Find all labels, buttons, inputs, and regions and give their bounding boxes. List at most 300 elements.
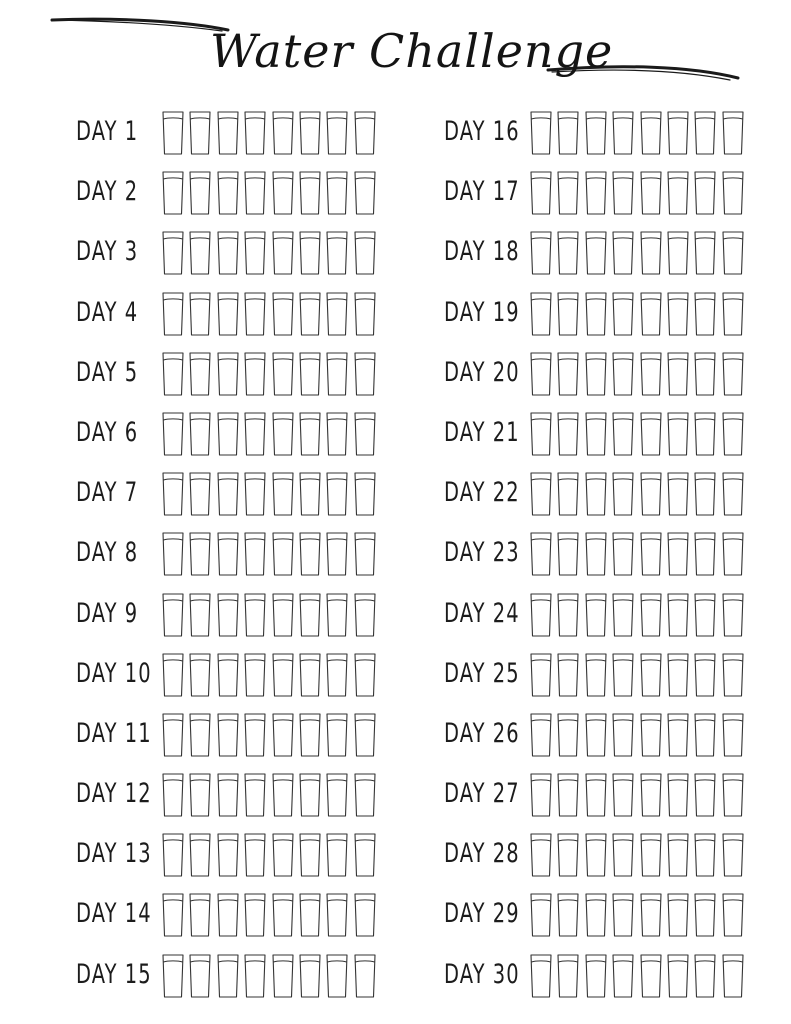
cup-tracker xyxy=(530,893,744,937)
glass-icon[interactable] xyxy=(585,111,607,155)
glass-icon[interactable] xyxy=(299,472,321,516)
glass-icon[interactable] xyxy=(299,292,321,336)
glass-icon[interactable] xyxy=(640,472,662,516)
cup-tracker xyxy=(162,893,376,937)
glass-icon[interactable] xyxy=(217,713,239,757)
glass-icon[interactable] xyxy=(557,773,579,817)
glass-icon[interactable] xyxy=(585,231,607,275)
glass-icon[interactable] xyxy=(299,893,321,937)
glass-icon[interactable] xyxy=(694,593,716,637)
glass-icon[interactable] xyxy=(217,833,239,877)
glass-icon[interactable] xyxy=(326,833,348,877)
day-label: DAY 12 xyxy=(76,778,152,810)
glass-icon[interactable] xyxy=(612,171,634,215)
glass-icon[interactable] xyxy=(694,472,716,516)
glass-icon[interactable] xyxy=(326,653,348,697)
day-label: DAY 22 xyxy=(444,477,520,509)
glass-icon[interactable] xyxy=(585,532,607,576)
glass-icon[interactable] xyxy=(667,713,689,757)
glass-icon[interactable] xyxy=(722,653,744,697)
glass-icon[interactable] xyxy=(162,292,184,336)
glass-icon[interactable] xyxy=(557,653,579,697)
glass-icon[interactable] xyxy=(530,292,552,336)
glass-icon[interactable] xyxy=(557,292,579,336)
glass-icon[interactable] xyxy=(612,954,634,998)
glass-icon[interactable] xyxy=(244,171,266,215)
glass-icon[interactable] xyxy=(722,773,744,817)
cup-tracker xyxy=(530,171,744,215)
glass-icon[interactable] xyxy=(217,171,239,215)
glass-icon[interactable] xyxy=(557,171,579,215)
glass-icon[interactable] xyxy=(272,472,294,516)
glass-icon[interactable] xyxy=(217,292,239,336)
glass-icon[interactable] xyxy=(244,833,266,877)
glass-icon[interactable] xyxy=(299,352,321,396)
day-column-right xyxy=(444,108,764,1011)
cup-tracker xyxy=(530,111,744,155)
glass-icon[interactable] xyxy=(299,833,321,877)
glass-icon[interactable] xyxy=(244,472,266,516)
glass-icon[interactable] xyxy=(530,111,552,155)
glass-icon[interactable] xyxy=(162,893,184,937)
cup-tracker xyxy=(530,292,744,336)
glass-icon[interactable] xyxy=(640,954,662,998)
glass-icon[interactable] xyxy=(272,893,294,937)
glass-icon[interactable] xyxy=(299,653,321,697)
glass-icon[interactable] xyxy=(612,833,634,877)
day-label: DAY 7 xyxy=(76,477,139,509)
day-row xyxy=(444,650,764,710)
glass-icon[interactable] xyxy=(640,171,662,215)
glass-icon[interactable] xyxy=(354,171,376,215)
cup-tracker xyxy=(530,653,744,697)
glass-icon[interactable] xyxy=(354,412,376,456)
glass-icon[interactable] xyxy=(530,412,552,456)
glass-icon[interactable] xyxy=(162,653,184,697)
glass-icon[interactable] xyxy=(189,593,211,637)
glass-icon[interactable] xyxy=(354,773,376,817)
glass-icon[interactable] xyxy=(667,593,689,637)
glass-icon[interactable] xyxy=(244,111,266,155)
glass-icon[interactable] xyxy=(162,352,184,396)
glass-icon[interactable] xyxy=(694,352,716,396)
glass-icon[interactable] xyxy=(722,893,744,937)
cup-tracker xyxy=(530,954,744,998)
glass-icon[interactable] xyxy=(244,593,266,637)
glass-icon[interactable] xyxy=(667,653,689,697)
glass-icon[interactable] xyxy=(612,893,634,937)
glass-icon[interactable] xyxy=(326,593,348,637)
glass-icon[interactable] xyxy=(244,954,266,998)
glass-icon[interactable] xyxy=(585,352,607,396)
glass-icon[interactable] xyxy=(722,532,744,576)
glass-icon[interactable] xyxy=(585,833,607,877)
glass-icon[interactable] xyxy=(694,231,716,275)
day-row xyxy=(76,951,396,1011)
cup-tracker xyxy=(162,593,376,637)
glass-icon[interactable] xyxy=(694,713,716,757)
glass-icon[interactable] xyxy=(162,472,184,516)
day-label: DAY 16 xyxy=(444,116,520,147)
glass-icon[interactable] xyxy=(530,532,552,576)
glass-icon[interactable] xyxy=(722,593,744,637)
glass-icon[interactable] xyxy=(640,773,662,817)
glass-icon[interactable] xyxy=(530,893,552,937)
cup-tracker xyxy=(162,713,376,757)
glass-icon[interactable] xyxy=(585,773,607,817)
glass-icon[interactable] xyxy=(162,171,184,215)
glass-icon[interactable] xyxy=(217,893,239,937)
day-label: DAY 2 xyxy=(76,176,139,208)
day-label: DAY 25 xyxy=(444,657,520,689)
glass-icon[interactable] xyxy=(272,352,294,396)
glass-icon[interactable] xyxy=(272,292,294,336)
glass-icon[interactable] xyxy=(667,231,689,275)
day-label: DAY 28 xyxy=(444,838,520,870)
glass-icon[interactable] xyxy=(530,472,552,516)
cup-tracker xyxy=(162,412,376,456)
day-row xyxy=(444,228,764,288)
glass-icon[interactable] xyxy=(585,713,607,757)
day-row xyxy=(76,770,396,830)
glass-icon[interactable] xyxy=(162,231,184,275)
glass-icon[interactable] xyxy=(272,833,294,877)
glass-icon[interactable] xyxy=(217,472,239,516)
glass-icon[interactable] xyxy=(189,231,211,275)
glass-icon[interactable] xyxy=(694,773,716,817)
glass-icon[interactable] xyxy=(694,111,716,155)
glass-icon[interactable] xyxy=(326,111,348,155)
glass-icon[interactable] xyxy=(189,893,211,937)
day-label: DAY 19 xyxy=(444,296,520,328)
day-label: DAY 27 xyxy=(444,778,520,810)
glass-icon[interactable] xyxy=(189,352,211,396)
cup-tracker xyxy=(162,292,376,336)
glass-icon[interactable] xyxy=(722,472,744,516)
glass-icon[interactable] xyxy=(299,231,321,275)
day-label: DAY 1 xyxy=(76,116,139,147)
glass-icon[interactable] xyxy=(640,833,662,877)
glass-icon[interactable] xyxy=(299,171,321,215)
glass-icon[interactable] xyxy=(244,532,266,576)
glass-icon[interactable] xyxy=(722,352,744,396)
glass-icon[interactable] xyxy=(612,713,634,757)
glass-icon[interactable] xyxy=(585,171,607,215)
glass-icon[interactable] xyxy=(244,893,266,937)
glass-icon[interactable] xyxy=(189,292,211,336)
glass-icon[interactable] xyxy=(244,352,266,396)
glass-icon[interactable] xyxy=(694,954,716,998)
glass-icon[interactable] xyxy=(585,292,607,336)
glass-icon[interactable] xyxy=(640,111,662,155)
glass-icon[interactable] xyxy=(326,472,348,516)
cup-tracker xyxy=(530,472,744,516)
cup-tracker xyxy=(162,653,376,697)
glass-icon[interactable] xyxy=(299,532,321,576)
glass-icon[interactable] xyxy=(557,954,579,998)
glass-icon[interactable] xyxy=(217,231,239,275)
glass-icon[interactable] xyxy=(217,352,239,396)
glass-icon[interactable] xyxy=(585,472,607,516)
glass-icon[interactable] xyxy=(530,653,552,697)
day-label: DAY 24 xyxy=(444,597,520,629)
glass-icon[interactable] xyxy=(272,532,294,576)
glass-icon[interactable] xyxy=(189,653,211,697)
glass-icon[interactable] xyxy=(299,593,321,637)
glass-icon[interactable] xyxy=(272,593,294,637)
glass-icon[interactable] xyxy=(244,653,266,697)
glass-icon[interactable] xyxy=(557,893,579,937)
glass-icon[interactable] xyxy=(299,412,321,456)
glass-icon[interactable] xyxy=(612,653,634,697)
glass-icon[interactable] xyxy=(217,593,239,637)
cup-tracker xyxy=(162,532,376,576)
glass-icon[interactable] xyxy=(189,472,211,516)
glass-icon[interactable] xyxy=(189,111,211,155)
cup-tracker xyxy=(162,111,376,155)
glass-icon[interactable] xyxy=(272,412,294,456)
day-row xyxy=(76,890,396,950)
day-row xyxy=(444,108,764,168)
day-row xyxy=(444,529,764,589)
glass-icon[interactable] xyxy=(354,352,376,396)
glass-icon[interactable] xyxy=(722,713,744,757)
glass-icon[interactable] xyxy=(354,954,376,998)
glass-icon[interactable] xyxy=(217,653,239,697)
glass-icon[interactable] xyxy=(326,893,348,937)
glass-icon[interactable] xyxy=(244,713,266,757)
glass-icon[interactable] xyxy=(694,893,716,937)
glass-icon[interactable] xyxy=(722,292,744,336)
day-label: DAY 14 xyxy=(76,898,152,930)
glass-icon[interactable] xyxy=(667,472,689,516)
glass-icon[interactable] xyxy=(585,412,607,456)
glass-icon[interactable] xyxy=(612,231,634,275)
glass-icon[interactable] xyxy=(326,713,348,757)
glass-icon[interactable] xyxy=(612,412,634,456)
glass-icon[interactable] xyxy=(354,472,376,516)
glass-icon[interactable] xyxy=(694,653,716,697)
glass-icon[interactable] xyxy=(557,111,579,155)
glass-icon[interactable] xyxy=(667,111,689,155)
glass-icon[interactable] xyxy=(557,352,579,396)
glass-icon[interactable] xyxy=(557,833,579,877)
glass-icon[interactable] xyxy=(162,412,184,456)
glass-icon[interactable] xyxy=(272,111,294,155)
cup-tracker xyxy=(530,833,744,877)
glass-icon[interactable] xyxy=(667,773,689,817)
glass-icon[interactable] xyxy=(189,412,211,456)
glass-icon[interactable] xyxy=(694,532,716,576)
glass-icon[interactable] xyxy=(640,532,662,576)
glass-icon[interactable] xyxy=(612,593,634,637)
glass-icon[interactable] xyxy=(244,412,266,456)
glass-icon[interactable] xyxy=(272,653,294,697)
glass-icon[interactable] xyxy=(640,412,662,456)
glass-icon[interactable] xyxy=(354,532,376,576)
cup-tracker xyxy=(162,833,376,877)
glass-icon[interactable] xyxy=(189,171,211,215)
day-row xyxy=(76,469,396,529)
glass-icon[interactable] xyxy=(162,833,184,877)
glass-icon[interactable] xyxy=(162,773,184,817)
glass-icon[interactable] xyxy=(530,713,552,757)
glass-icon[interactable] xyxy=(612,532,634,576)
glass-icon[interactable] xyxy=(189,713,211,757)
glass-icon[interactable] xyxy=(326,412,348,456)
glass-icon[interactable] xyxy=(272,713,294,757)
cup-tracker xyxy=(530,713,744,757)
glass-icon[interactable] xyxy=(162,954,184,998)
glass-icon[interactable] xyxy=(217,412,239,456)
day-row xyxy=(76,108,396,168)
glass-icon[interactable] xyxy=(667,412,689,456)
glass-icon[interactable] xyxy=(530,773,552,817)
day-label: DAY 9 xyxy=(76,597,139,629)
glass-icon[interactable] xyxy=(189,954,211,998)
glass-icon[interactable] xyxy=(354,292,376,336)
glass-icon[interactable] xyxy=(557,412,579,456)
glass-icon[interactable] xyxy=(667,532,689,576)
day-label: DAY 17 xyxy=(444,176,520,208)
glass-icon[interactable] xyxy=(667,171,689,215)
glass-icon[interactable] xyxy=(530,352,552,396)
glass-icon[interactable] xyxy=(694,171,716,215)
glass-icon[interactable] xyxy=(354,593,376,637)
glass-icon[interactable] xyxy=(722,231,744,275)
glass-icon[interactable] xyxy=(272,231,294,275)
glass-icon[interactable] xyxy=(667,954,689,998)
glass-icon[interactable] xyxy=(217,954,239,998)
day-row xyxy=(76,168,396,228)
glass-icon[interactable] xyxy=(694,833,716,877)
glass-icon[interactable] xyxy=(640,292,662,336)
glass-icon[interactable] xyxy=(667,352,689,396)
glass-icon[interactable] xyxy=(612,472,634,516)
glass-icon[interactable] xyxy=(667,893,689,937)
glass-icon[interactable] xyxy=(354,111,376,155)
glass-icon[interactable] xyxy=(244,231,266,275)
glass-icon[interactable] xyxy=(299,954,321,998)
glass-icon[interactable] xyxy=(722,171,744,215)
glass-icon[interactable] xyxy=(694,292,716,336)
day-row xyxy=(444,289,764,349)
glass-icon[interactable] xyxy=(299,773,321,817)
glass-icon[interactable] xyxy=(326,773,348,817)
glass-icon[interactable] xyxy=(612,773,634,817)
glass-icon[interactable] xyxy=(189,532,211,576)
glass-icon[interactable] xyxy=(326,532,348,576)
glass-icon[interactable] xyxy=(244,292,266,336)
glass-icon[interactable] xyxy=(354,231,376,275)
glass-icon[interactable] xyxy=(354,653,376,697)
glass-icon[interactable] xyxy=(530,833,552,877)
glass-icon[interactable] xyxy=(354,893,376,937)
glass-icon[interactable] xyxy=(217,532,239,576)
glass-icon[interactable] xyxy=(694,412,716,456)
glass-icon[interactable] xyxy=(326,171,348,215)
header xyxy=(0,0,791,112)
cup-tracker xyxy=(530,231,744,275)
glass-icon[interactable] xyxy=(557,532,579,576)
glass-icon[interactable] xyxy=(722,412,744,456)
glass-icon[interactable] xyxy=(299,713,321,757)
glass-icon[interactable] xyxy=(162,532,184,576)
glass-icon[interactable] xyxy=(272,954,294,998)
glass-icon[interactable] xyxy=(640,231,662,275)
glass-icon[interactable] xyxy=(585,593,607,637)
glass-icon[interactable] xyxy=(189,773,211,817)
glass-icon[interactable] xyxy=(272,773,294,817)
glass-icon[interactable] xyxy=(557,593,579,637)
glass-icon[interactable] xyxy=(162,593,184,637)
glass-icon[interactable] xyxy=(722,111,744,155)
glass-icon[interactable] xyxy=(640,593,662,637)
glass-icon[interactable] xyxy=(585,653,607,697)
glass-icon[interactable] xyxy=(217,773,239,817)
glass-icon[interactable] xyxy=(530,593,552,637)
day-label: DAY 26 xyxy=(444,717,520,749)
glass-icon[interactable] xyxy=(612,111,634,155)
glass-icon[interactable] xyxy=(585,893,607,937)
glass-icon[interactable] xyxy=(272,171,294,215)
day-row xyxy=(76,710,396,770)
glass-icon[interactable] xyxy=(557,472,579,516)
glass-icon[interactable] xyxy=(612,292,634,336)
day-row xyxy=(76,228,396,288)
glass-icon[interactable] xyxy=(354,713,376,757)
day-row xyxy=(444,951,764,1011)
day-row xyxy=(76,650,396,710)
glass-icon[interactable] xyxy=(326,292,348,336)
glass-icon[interactable] xyxy=(722,833,744,877)
cup-tracker xyxy=(162,352,376,396)
day-column-left xyxy=(76,108,396,1011)
glass-icon[interactable] xyxy=(326,352,348,396)
glass-icon[interactable] xyxy=(162,713,184,757)
glass-icon[interactable] xyxy=(640,713,662,757)
day-label: DAY 3 xyxy=(76,236,139,268)
glass-icon[interactable] xyxy=(244,773,266,817)
glass-icon[interactable] xyxy=(326,954,348,998)
glass-icon[interactable] xyxy=(530,954,552,998)
glass-icon[interactable] xyxy=(557,713,579,757)
glass-icon[interactable] xyxy=(640,893,662,937)
glass-icon[interactable] xyxy=(530,231,552,275)
glass-icon[interactable] xyxy=(217,111,239,155)
glass-icon[interactable] xyxy=(162,111,184,155)
glass-icon[interactable] xyxy=(640,352,662,396)
glass-icon[interactable] xyxy=(299,111,321,155)
day-label: DAY 18 xyxy=(444,236,520,268)
glass-icon[interactable] xyxy=(640,653,662,697)
glass-icon[interactable] xyxy=(667,833,689,877)
glass-icon[interactable] xyxy=(585,954,607,998)
glass-icon[interactable] xyxy=(354,833,376,877)
glass-icon[interactable] xyxy=(326,231,348,275)
day-row xyxy=(444,409,764,469)
glass-icon[interactable] xyxy=(667,292,689,336)
glass-icon[interactable] xyxy=(722,954,744,998)
glass-icon[interactable] xyxy=(557,231,579,275)
cup-tracker xyxy=(530,532,744,576)
glass-icon[interactable] xyxy=(530,171,552,215)
day-row xyxy=(76,409,396,469)
day-row xyxy=(76,289,396,349)
cup-tracker xyxy=(162,231,376,275)
glass-icon[interactable] xyxy=(189,833,211,877)
glass-icon[interactable] xyxy=(612,352,634,396)
